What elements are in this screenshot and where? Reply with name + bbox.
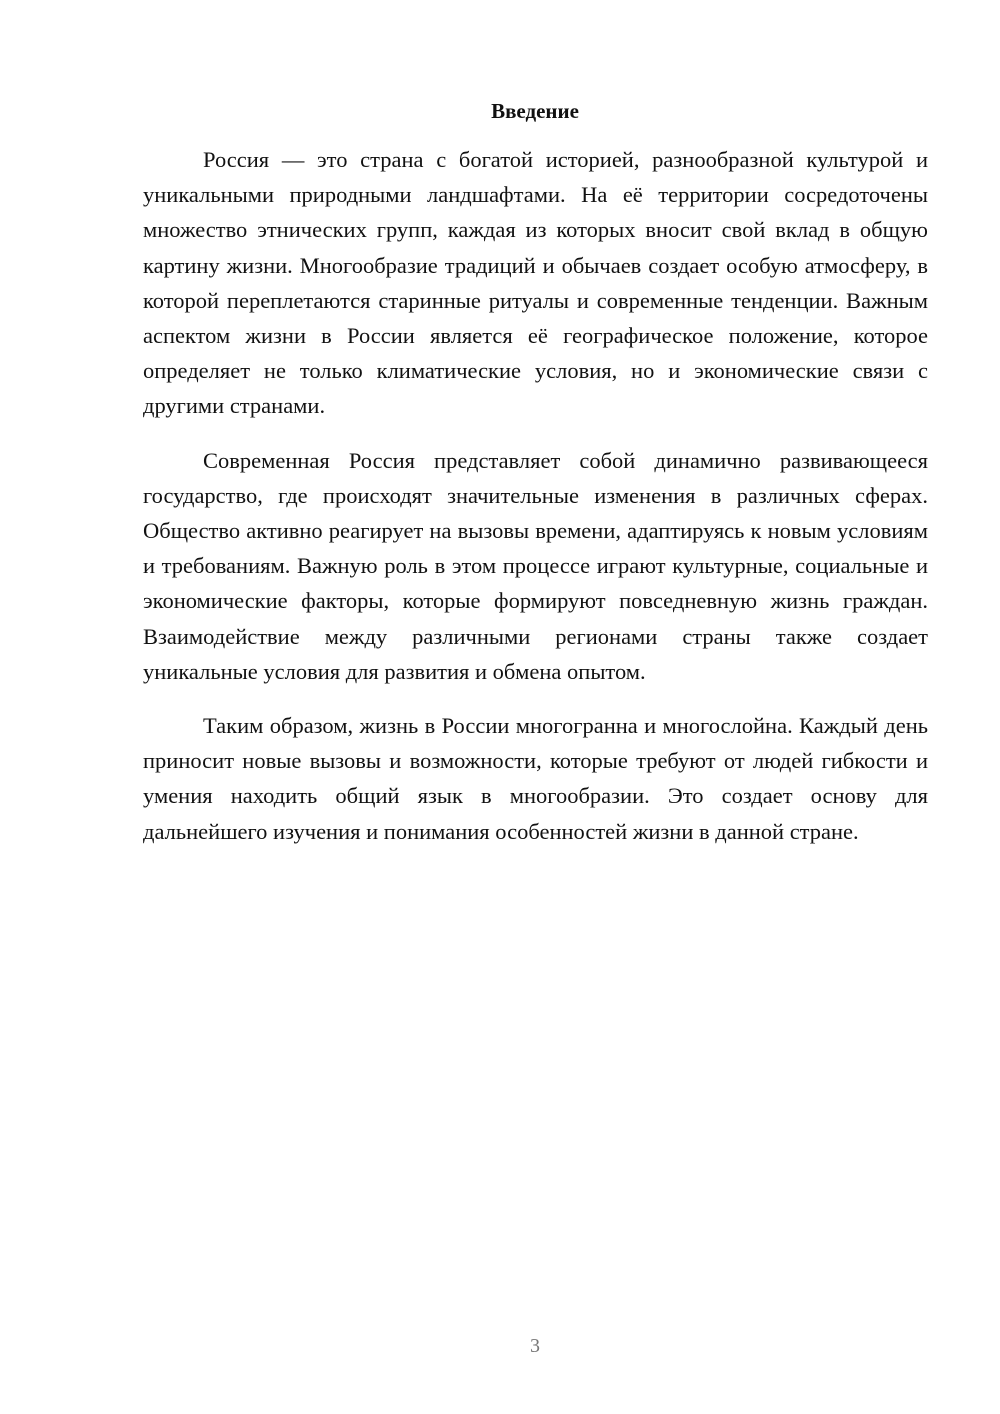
- document-body: [143, 142, 928, 849]
- paragraph-1: Россия — это страна с богатой историей, разнообразной культурой и уникальными природными ландшафтами. На её территории сосредоточены множество этнических групп, каждая из которых вносит свой вклад в общую картину жизни. Многообразие традиций и обычаев создает особую атмосферу, в которой переплетаются старинные ритуалы и современные тенденции. Важным аспектом жизни в России является её географическое положение, которое определяет не только климатические условия, но и экономические связи с другими странами.: [143, 147, 928, 419]
- paragraph-2: Современная Россия представляет собой динамично развивающееся государство, где происходят значительные изменения в различных сферах. Общество активно реагирует на вызовы времени, адаптируясь к новым условиям и требованиям. Важную роль в этом процессе играют культурные, социальные и экономические факторы, которые формируют повседневную жизнь граждан. Взаимодействие между различными регионами страны также создает уникальные условия для развития и обмена опытом.: [143, 447, 928, 684]
- paragraph-3: Таким образом, жизнь в России многогранна и многослойна. Каждый день приносит новые вызовы и возможности, которые требуют от людей гибкости и умения находить общий язык в многообразии. Это создает основу для дальнейшего изучения и понимания особенностей жизни в данной стране.: [143, 713, 928, 844]
- page-number: 3: [530, 1335, 540, 1357]
- section-heading: Введение: [491, 99, 579, 123]
